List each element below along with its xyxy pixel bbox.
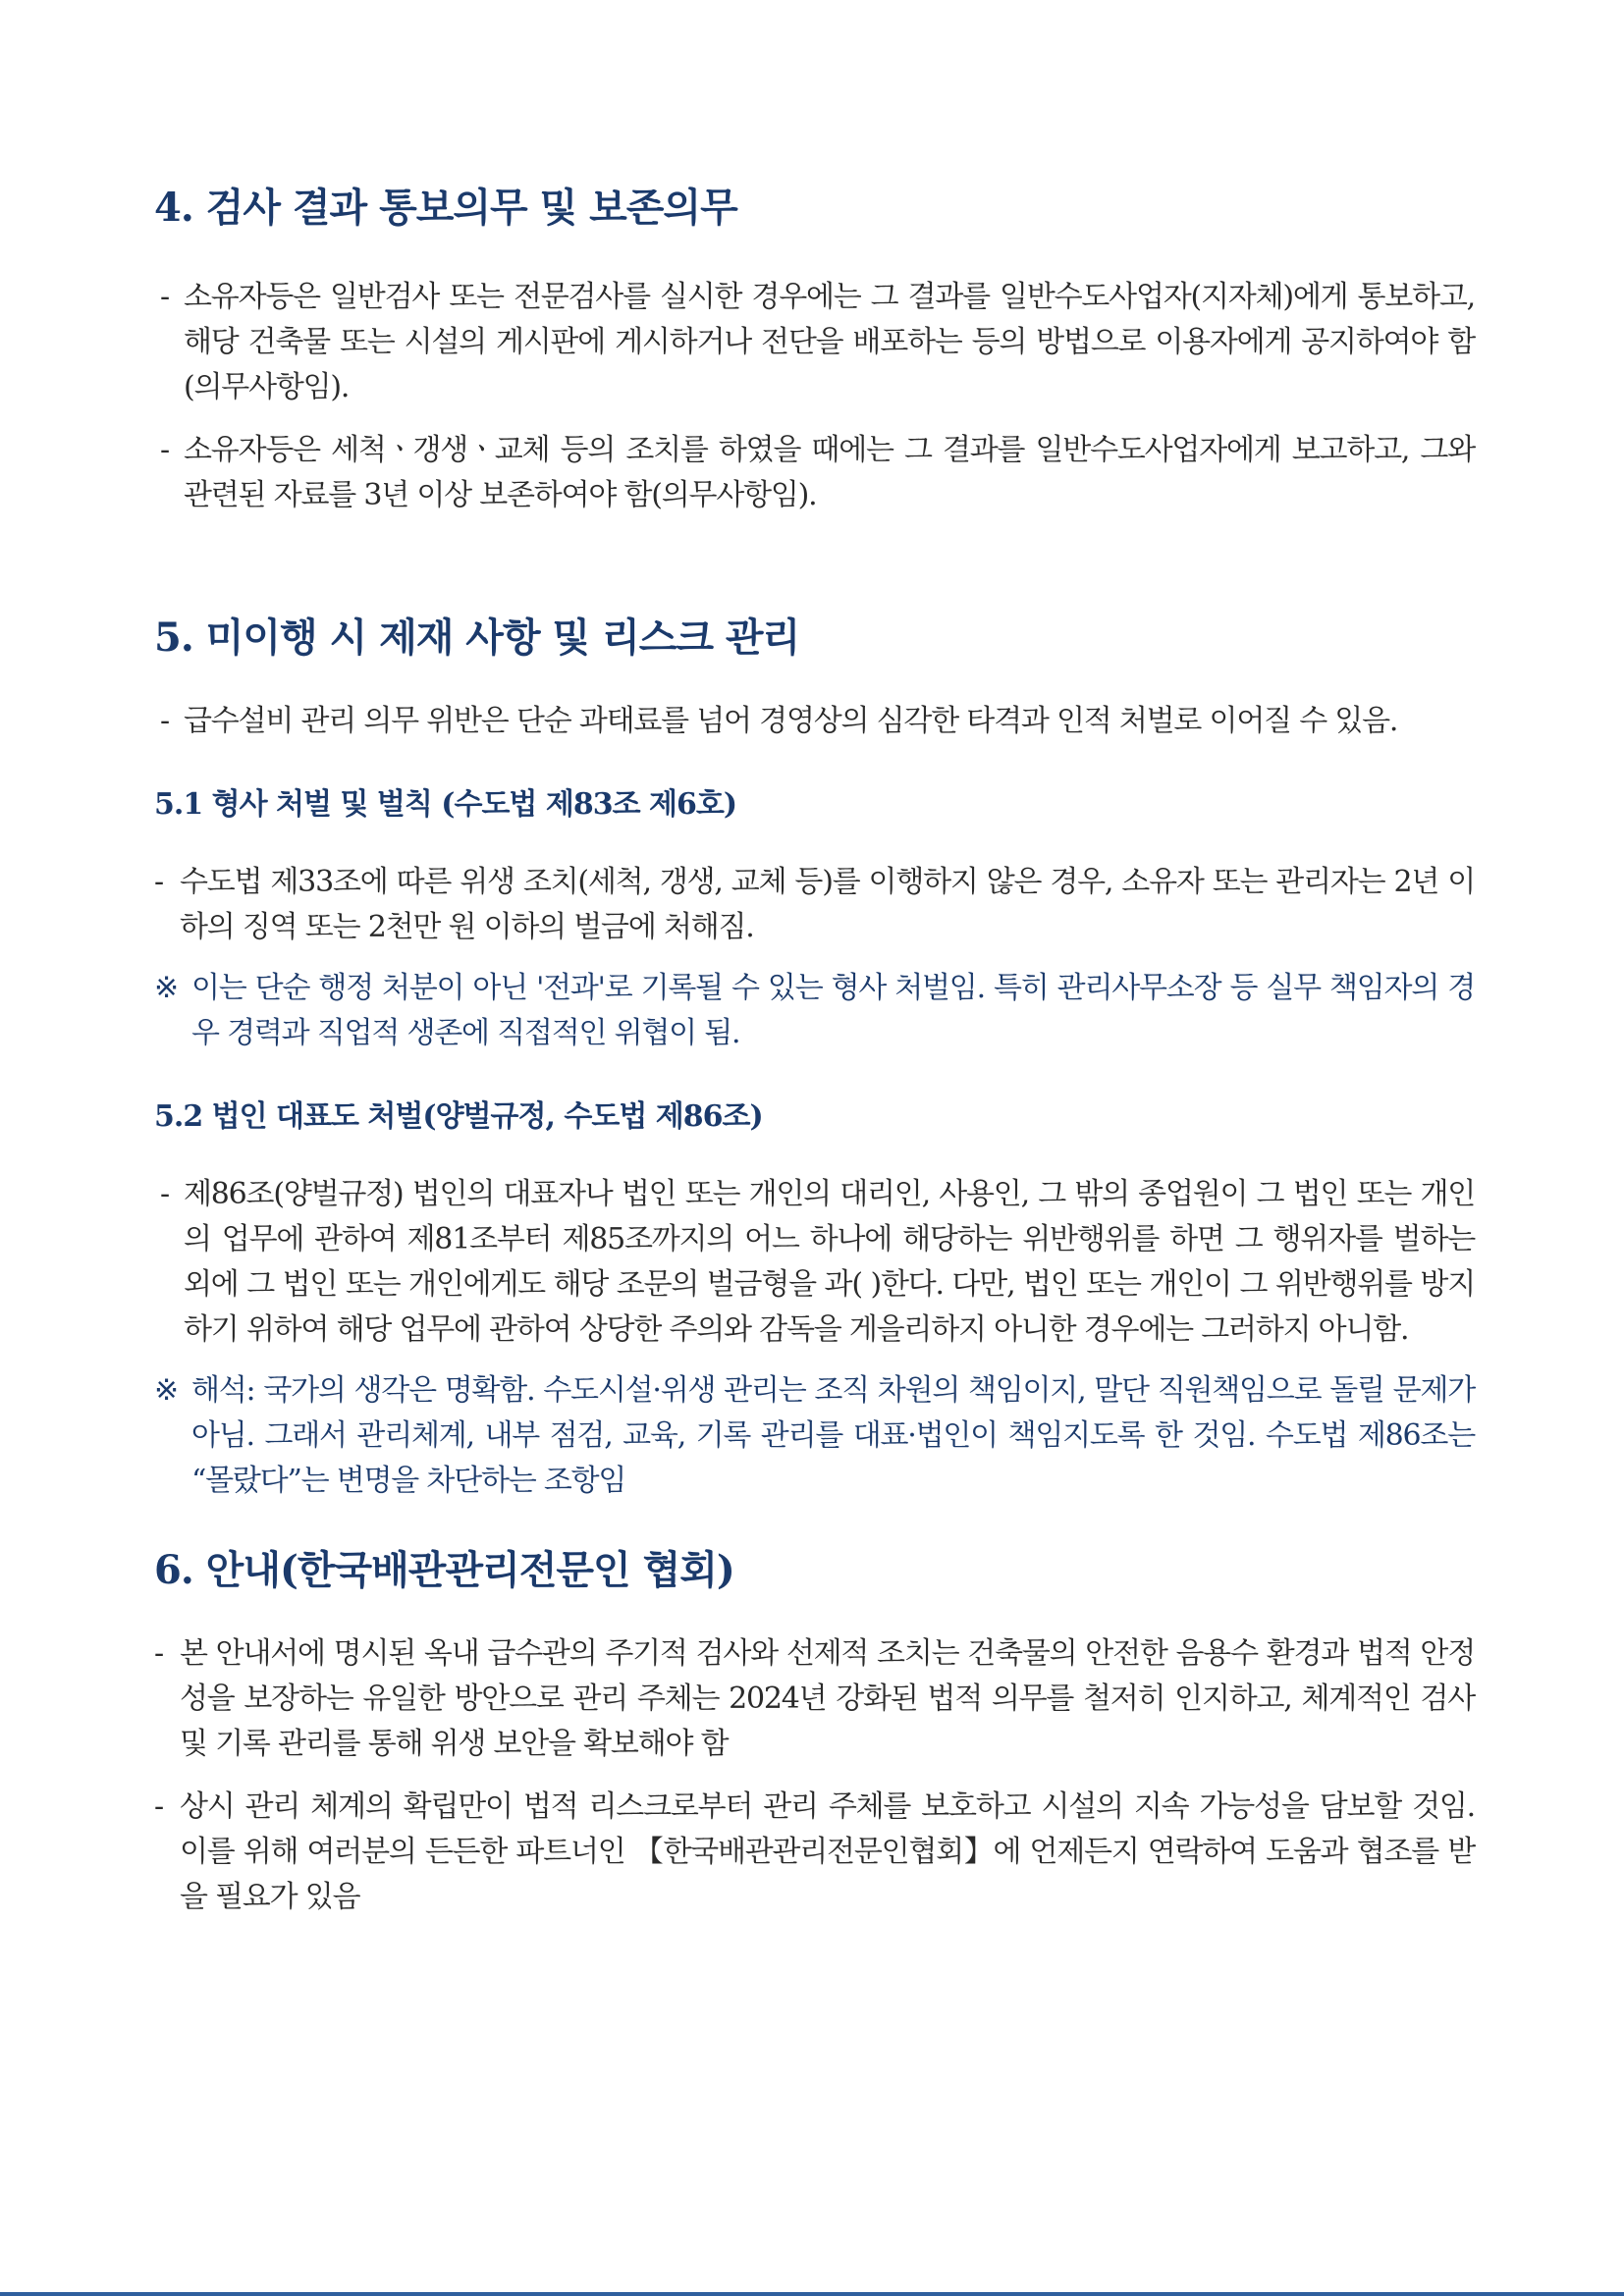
document-page [154,185,1475,1920]
dash-marker: - [154,1789,163,1824]
section-5-title: 5. 미이행 시 제재 사항 및 리스크 관리 [154,614,800,661]
section-6-item-2 [154,1785,1475,1920]
section-5-2-item-text: 제86조(양벌규정) 법인의 대표자나 법인 또는 개인의 대리인, 사용인, 그 밖의 종업원이 그 법인 또는 개인의 업무에 관하여 제81조부터 제85조까지의 어느 하나에 해당하는 위반행위를 하면 그 행위자를 벌하는 외에 그 법인 또는 개인에게도 해당 조문의 벌금형을 과( )한다. 다만, 법인 또는 개인이 그 위반행위를 방지하기 위하여 해당 업무에 관하여 상당한 주의와 감독을 게을리하지 아니한 경우에는 그러하지 아니함. [184,1177,1475,1347]
dash-marker: - [154,1636,163,1671]
dash-marker: - [154,865,163,899]
section-6-title: 6. 안내(한국배관관리전문인 협회) [154,1547,734,1593]
section-5-1-item [154,860,1475,950]
section-4-title: 4. 검사 결과 통보의무 및 보존의무 [154,185,737,231]
section-5-2-item [154,1172,1475,1353]
section-5-1-note [154,966,1475,1056]
section-4-item-1-text: 소유자등은 일반검사 또는 전문검사를 실시한 경우에는 그 결과를 일반수도사업자(지자체)에게 통보하고, 해당 건축물 또는 시설의 게시판에 게시하거나 전단을 배포하는 등의 방법으로 이용자에게 공지하여야 함(의무사항임). [184,280,1475,404]
reference-mark: ※ [154,1373,178,1408]
section-6-item-2-text: 상시 관리 체계의 확립만이 법적 리스크로부터 관리 주체를 보호하고 시설의 지속 가능성을 담보할 것임. 이를 위해 여러분의 든든한 파트너인 【한국배관관리전문인협회】에 언제든지 연락하여 도움과 협조를 받을 필요가 있음 [180,1789,1475,1914]
section-5-2-note [154,1368,1475,1504]
section-5-2-note-text: 해석: 국가의 생각은 명확함. 수도시설·위생 관리는 조직 차원의 책임이지, 말단 직원책임으로 돌릴 문제가 아님. 그래서 관리체계, 내부 점검, 교육, 기록 관리를 대표·법인이 책임지도록 한 것임. 수도법 제86조는 “몰랐다”는 변명을 차단하는 조항임 [191,1373,1475,1498]
reference-mark: ※ [154,971,178,1005]
dash-marker: - [160,433,169,467]
section-4-item-1 [154,275,1475,410]
section-5-intro [154,699,1475,744]
dash-marker: - [160,1177,169,1211]
section-5-intro-text: 급수설비 관리 의무 위반은 단순 과태료를 넘어 경영상의 심각한 타격과 인적 처벌로 이어질 수 있음. [184,704,1398,738]
dash-marker: - [160,280,169,314]
dash-marker: - [160,704,169,738]
section-4-item-2-text: 소유자등은 세척ㆍ갱생ㆍ교체 등의 조치를 하였을 때에는 그 결과를 일반수도사업자에게 보고하고, 그와 관련된 자료를 3년 이상 보존하여야 함(의무사항임). [184,433,1475,512]
section-6-item-1-text: 본 안내서에 명시된 옥내 급수관의 주기적 검사와 선제적 조치는 건축물의 안전한 음용수 환경과 법적 안정성을 보장하는 유일한 방안으로 관리 주체는 2024년 강화된 법적 의무를 철저히 인지하고, 체계적인 검사 및 기록 관리를 통해 위생 보안을 확보해야 함 [180,1636,1475,1761]
section-4-item-2 [154,428,1475,518]
section-6-item-1 [154,1631,1475,1767]
section-5-1-item-text: 수도법 제33조에 따른 위생 조치(세척, 갱생, 교체 등)를 이행하지 않은 경우, 소유자 또는 관리자는 2년 이하의 징역 또는 2천만 원 이하의 벌금에 처해짐. [180,865,1475,944]
section-5-2-title: 5.2 법인 대표도 처벌(양벌규정, 수도법 제86조) [154,1099,763,1134]
section-5-1-title: 5.1 형사 처벌 및 벌칙 (수도법 제83조 제6호) [154,787,737,822]
section-5-1-note-text: 이는 단순 행정 처분이 아닌 '전과'로 기록될 수 있는 형사 처벌임. 특히 관리사무소장 등 실무 책임자의 경우 경력과 직업적 생존에 직접적인 위협이 됨. [191,971,1475,1050]
bottom-rule [0,2292,1624,2296]
